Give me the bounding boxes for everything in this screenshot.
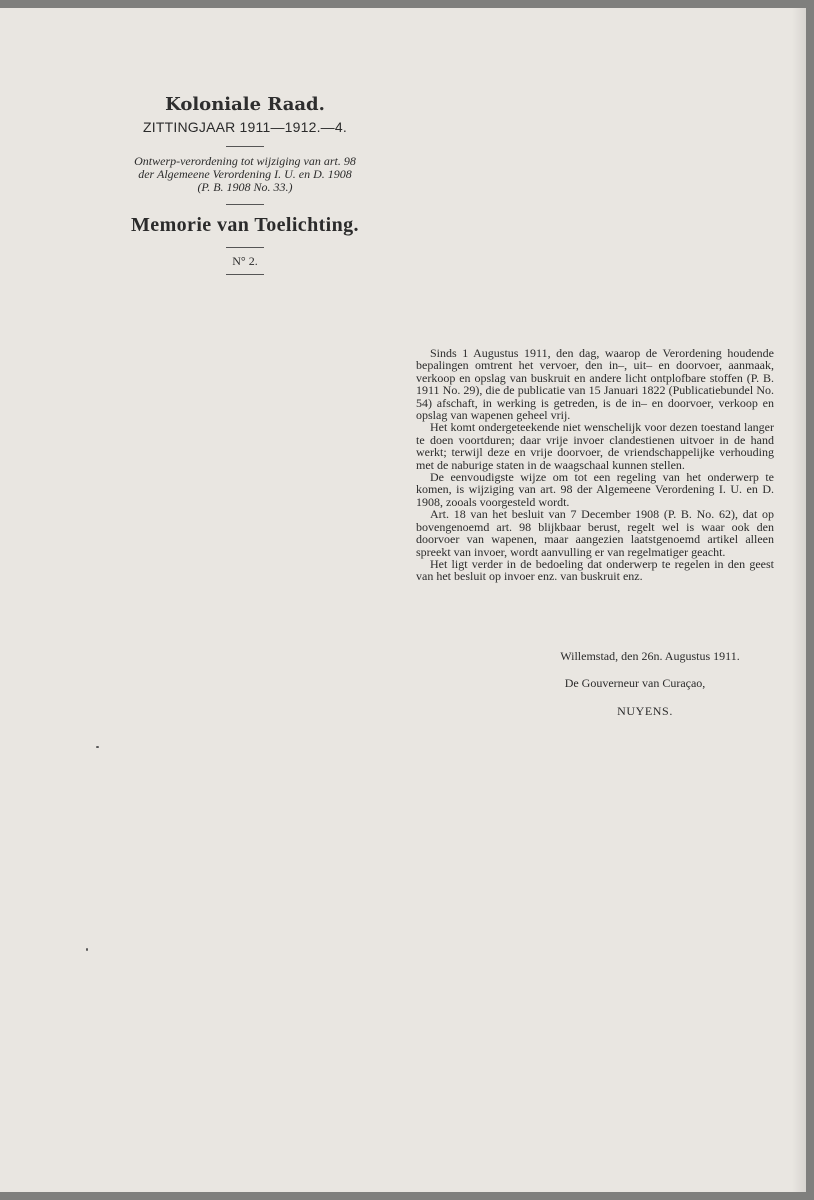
subject-divider (226, 204, 264, 205)
subject-line-3: (P. B. 1908 No. 33.) (197, 180, 293, 194)
header-divider (226, 146, 264, 147)
document-number: N° 2. (232, 254, 258, 268)
paper-speck (86, 948, 88, 951)
page-edge-shadow (792, 8, 806, 1192)
paper-speck (96, 746, 99, 748)
paragraph: Het ligt verder in de bedoeling dat onderwerp te regelen in den geest van het besluit op invoer enz. van buskruit enz. (416, 556, 774, 584)
subject-line-2: der Algemeene Verordening I. U. en D. 1908 (138, 167, 352, 181)
document-header (110, 94, 380, 283)
title-divider (226, 247, 264, 248)
document-title: Memorie van Toelichting. (131, 214, 359, 236)
number-divider (226, 274, 264, 275)
paragraph: De eenvoudigste wijze om tot een regeling van het onderwerp te komen, is wijziging van art. 98 der Algemeene Verordening I. U. en D. 1908, zooals voorgesteld wordt. (416, 470, 774, 509)
paragraph: Het komt ondergeteekende niet wenschelijk voor dezen toestand langer te doen voortduren; daar vrije invoer clandestienen uitvoer in de hand werkt; terwijl deze en vrije doorvoer, de vriendschappelijke verhouding met de naburige staten in de waagschaal kunnen stellen. (416, 420, 774, 472)
council-title: Koloniale Raad. (165, 94, 325, 115)
explanatory-text (416, 347, 774, 583)
session-year: ZITTINGJAAR 1911—1912.—4. (143, 119, 347, 135)
paragraph: Art. 18 van het besluit van 7 December 1908 (P. B. No. 62), dat op bovengenoemd art. 98 blijkbaar berust, regelt wel is waar ook den doorvoer van wapenen, maar aangezien laatstgenoemd artikel alleen spreekt van invoer, wordt aanvulling er van regelmatiger geacht. (416, 507, 774, 559)
signature-name: NUYENS. (617, 704, 673, 718)
paragraph: Sinds 1 Augustus 1911, den dag, waarop de Verordening houdende bepalingen omtrent het vervoer, den in–, uit– en doorvoer, aanmaak, verkoop en opslag van buskruit en andere licht ontplofbare stoffen (P. B. 1911 No. 29), die de publicatie van 15 Januari 1822 (Publicatiebundel No. 54) afschaft, in werking is getreden, is de in– en doorvoer, verkoop en opslag van wapenen geheel vrij. (416, 346, 774, 423)
subject-line-1: Ontwerp-verordening tot wijziging van art. 98 (134, 154, 356, 168)
document-page (0, 8, 806, 1192)
signature-role: De Gouverneur van Curaçao, (564, 676, 706, 690)
signature-place-date: Willemstad, den 26n. Augustus 1911. (560, 649, 740, 663)
